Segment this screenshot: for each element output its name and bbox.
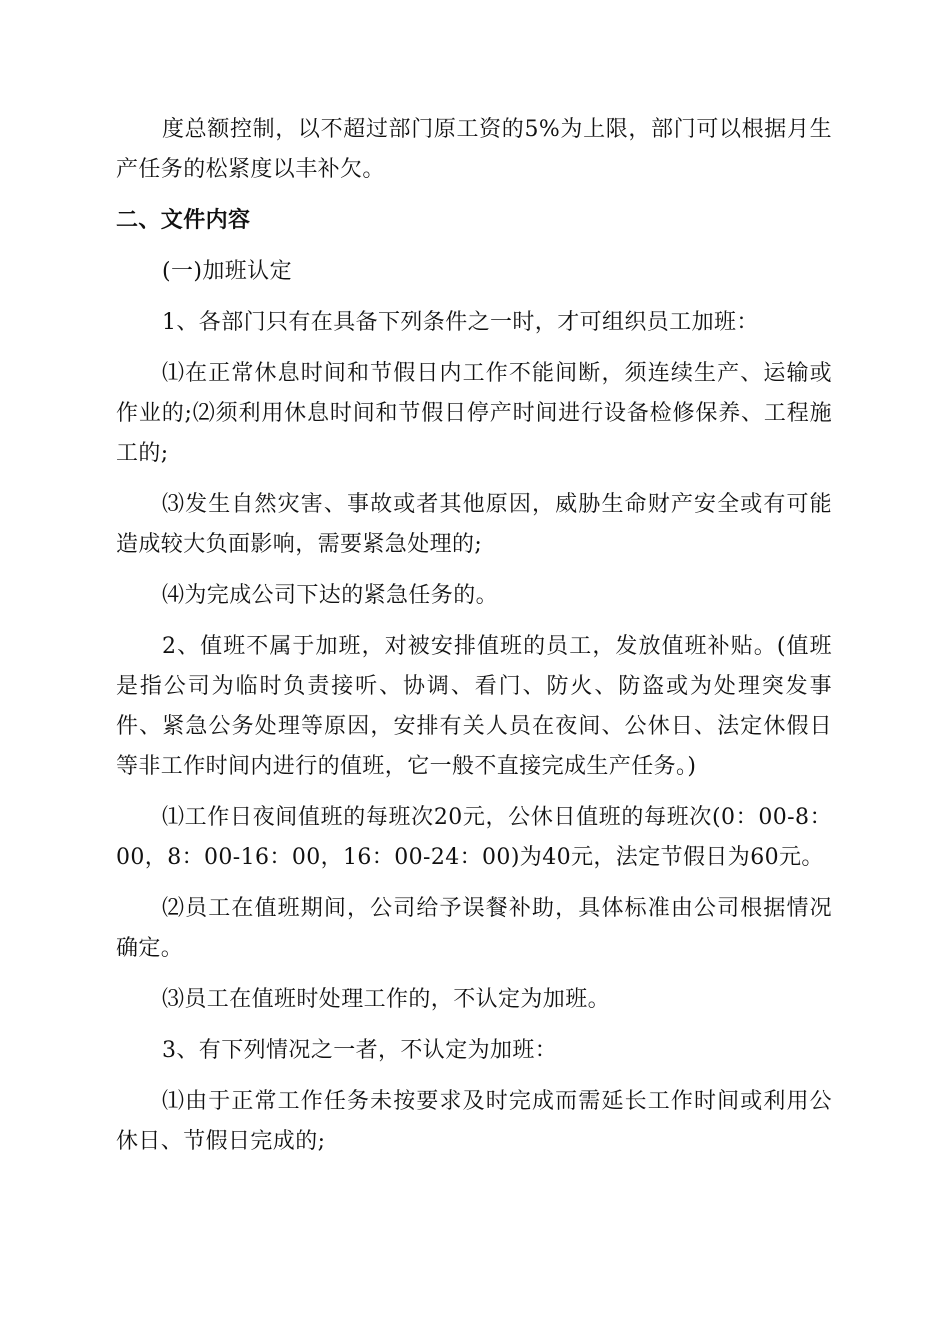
paragraph-condition-3: ⑶发生自然灾害、事故或者其他原因，威胁生命财产安全或有可能造成较大负面影响，需要紧急处理的; xyxy=(116,492,832,557)
subsection-heading-overtime-recognition: (一)加班认定 xyxy=(162,259,292,284)
paragraph-condition-4: ⑷为完成公司下达的紧急任务的。 xyxy=(162,583,499,608)
paragraph-non-overtime-case-1: ⑴由于正常工作任务未按要求及时完成而需延长工作时间或利用公休日、节假日完成的; xyxy=(116,1089,832,1154)
section-heading-file-content: 二、文件内容 xyxy=(116,208,251,233)
paragraph-duty-definition: 2、值班不属于加班，对被安排值班的员工，发放值班补贴。(值班是指公司为临时负责接听、协调、看门、防火、防盗或为处理突发事件、紧急公务处理等原因，安排有关人员在夜间、公休日、法定休假日等非工作时间内进行的值班，它一般不直接完成生产任务。) xyxy=(116,634,832,779)
paragraph-overtime-conditions: 1、各部门只有在具备下列条件之一时，才可组织员工加班： xyxy=(162,310,759,335)
document-body xyxy=(116,110,832,1173)
paragraph-quota-control: 度总额控制，以不超过部门原工资的5%为上限，部门可以根据月生产任务的松紧度以丰补欠。 xyxy=(116,117,832,182)
paragraph-non-overtime-cases: 3、有下列情况之一者，不认定为加班： xyxy=(162,1038,558,1063)
paragraph-duty-not-overtime: ⑶员工在值班时处理工作的，不认定为加班。 xyxy=(162,987,611,1012)
paragraph-meal-subsidy: ⑵员工在值班期间，公司给予误餐补助，具体标准由公司根据情况确定。 xyxy=(116,896,832,961)
paragraph-duty-allowance: ⑴工作日夜间值班的每班次20元，公休日值班的每班次(0：00-8：00，8：00-16：00，16：00-24：00)为40元，法定节假日为60元。 xyxy=(116,805,832,870)
paragraph-condition-1-2: ⑴在正常休息时间和节假日内工作不能间断，须连续生产、运输或作业的;⑵须利用休息时间和节假日停产时间进行设备检修保养、工程施工的; xyxy=(116,361,832,466)
